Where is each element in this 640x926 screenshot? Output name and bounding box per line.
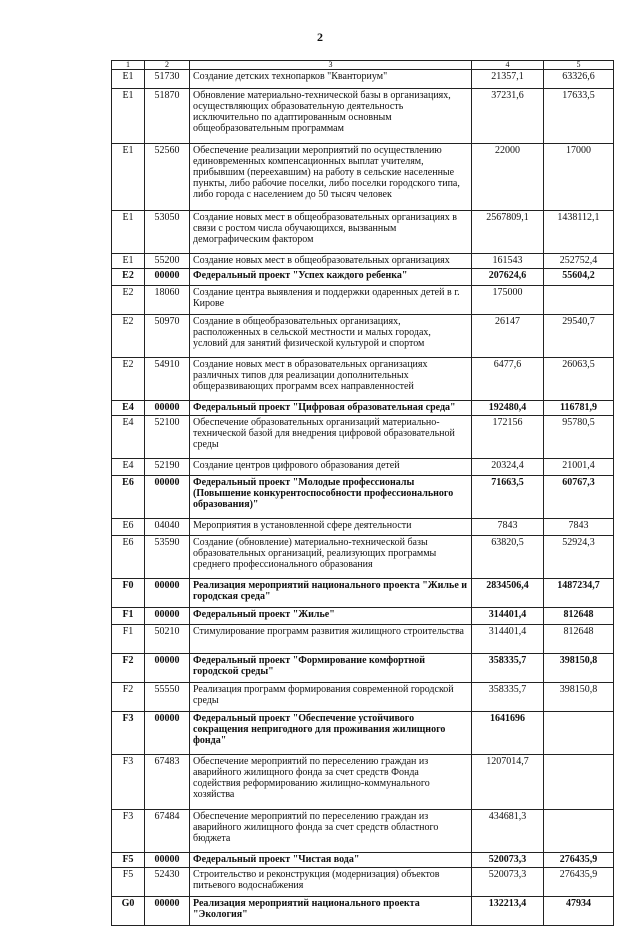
header-row: [112, 61, 614, 70]
amount-year-1: 21357,1: [472, 70, 544, 89]
amount-year-1: 132213,4: [472, 897, 544, 926]
amount-year-2: 812648: [544, 625, 614, 654]
amount-year-1: 314401,4: [472, 608, 544, 625]
item-description: Строительство и реконструкция (модернизация) объектов питьевого водоснабжения: [190, 868, 472, 897]
table-row: [112, 269, 614, 286]
table-row: [112, 868, 614, 897]
amount-year-1: 161543: [472, 254, 544, 269]
amount-year-2: [544, 755, 614, 810]
target-code: 00000: [145, 897, 190, 926]
section-code: E4: [112, 416, 145, 459]
amount-year-1: 2834506,4: [472, 579, 544, 608]
amount-year-2: 21001,4: [544, 459, 614, 476]
target-code: 18060: [145, 286, 190, 315]
amount-year-2: 7843: [544, 519, 614, 536]
section-code: F5: [112, 868, 145, 897]
table-row: [112, 286, 614, 315]
amount-year-1: 434681,3: [472, 810, 544, 853]
table-row: [112, 579, 614, 608]
item-description: Обеспечение образовательных организаций материально-технической базой для внедрения цифровой образовательной среды: [190, 416, 472, 459]
item-description: Федеральный проект "Цифровая образовательная среда": [190, 401, 472, 416]
table-row: [112, 70, 614, 89]
table-row: [112, 853, 614, 868]
table-row: [112, 211, 614, 254]
target-code: 52560: [145, 144, 190, 211]
item-description: Создание центра выявления и поддержки одаренных детей в г. Кирове: [190, 286, 472, 315]
item-description: Стимулирование программ развития жилищного строительства: [190, 625, 472, 654]
table-row: [112, 416, 614, 459]
target-code: 51730: [145, 70, 190, 89]
item-description: Федеральный проект "Обеспечение устойчивого сокращения непригодного для проживания жилищного фонда": [190, 712, 472, 755]
section-code: F3: [112, 712, 145, 755]
item-description: Обеспечение мероприятий по переселению граждан из аварийного жилищного фонда за счет средств Фонда содействия реформированию жилищно-коммунального хозяйства: [190, 755, 472, 810]
amount-year-1: 1641696: [472, 712, 544, 755]
amount-year-1: 26147: [472, 315, 544, 358]
amount-year-2: 17633,5: [544, 89, 614, 144]
table-row: [112, 144, 614, 211]
table-row: [112, 683, 614, 712]
amount-year-1: 358335,7: [472, 654, 544, 683]
item-description: Реализация мероприятий национального проекта "Жилье и городская среда": [190, 579, 472, 608]
section-code: E2: [112, 269, 145, 286]
amount-year-2: 47934: [544, 897, 614, 926]
amount-year-2: 116781,9: [544, 401, 614, 416]
amount-year-2: 55604,2: [544, 269, 614, 286]
amount-year-2: 812648: [544, 608, 614, 625]
amount-year-1: 192480,4: [472, 401, 544, 416]
table-row: [112, 654, 614, 683]
amount-year-2: 1438112,1: [544, 211, 614, 254]
section-code: E4: [112, 401, 145, 416]
amount-year-1: 63820,5: [472, 536, 544, 579]
item-description: Обеспечение мероприятий по переселению граждан из аварийного жилищного фонда за счет средств областного бюджета: [190, 810, 472, 853]
section-code: E6: [112, 476, 145, 519]
table-row: [112, 755, 614, 810]
amount-year-2: 276435,9: [544, 853, 614, 868]
amount-year-1: 71663,5: [472, 476, 544, 519]
section-code: E6: [112, 536, 145, 579]
amount-year-1: 20324,4: [472, 459, 544, 476]
amount-year-1: 358335,7: [472, 683, 544, 712]
item-description: Мероприятия в установленной сфере деятельности: [190, 519, 472, 536]
target-code: 00000: [145, 476, 190, 519]
item-description: Реализация программ формирования современной городской среды: [190, 683, 472, 712]
amount-year-2: 276435,9: [544, 868, 614, 897]
section-code: E1: [112, 211, 145, 254]
section-code: F1: [112, 625, 145, 654]
target-code: 52430: [145, 868, 190, 897]
section-code: E2: [112, 286, 145, 315]
amount-year-2: 63326,6: [544, 70, 614, 89]
amount-year-1: 520073,3: [472, 868, 544, 897]
target-code: 50210: [145, 625, 190, 654]
amount-year-2: [544, 286, 614, 315]
section-code: G0: [112, 897, 145, 926]
section-code: F3: [112, 810, 145, 853]
amount-year-1: 1207014,7: [472, 755, 544, 810]
amount-year-1: 175000: [472, 286, 544, 315]
table-row: [112, 401, 614, 416]
item-description: Федеральный проект "Молодые профессионалы (Повышение конкурентоспособности профессионального образования)": [190, 476, 472, 519]
item-description: Создание новых мест в общеобразовательных организациях в связи с ростом числа обучающихся, вызванным демографическим фактором: [190, 211, 472, 254]
amount-year-1: 7843: [472, 519, 544, 536]
item-description: Федеральный проект "Формирование комфортной городской среды": [190, 654, 472, 683]
target-code: 00000: [145, 269, 190, 286]
header-col-2: 2: [145, 61, 190, 70]
target-code: 54910: [145, 358, 190, 401]
amount-year-2: 26063,5: [544, 358, 614, 401]
header-col-5: 5: [544, 61, 614, 70]
target-code: 52100: [145, 416, 190, 459]
target-code: 50970: [145, 315, 190, 358]
target-code: 67484: [145, 810, 190, 853]
table-row: [112, 459, 614, 476]
section-code: F2: [112, 654, 145, 683]
table-row: [112, 712, 614, 755]
item-description: Создание (обновление) материально-технической базы образовательных организаций, реализующих программы среднего профессионального образования: [190, 536, 472, 579]
table-row: [112, 254, 614, 269]
amount-year-2: 29540,7: [544, 315, 614, 358]
table-row: [112, 519, 614, 536]
amount-year-1: 22000: [472, 144, 544, 211]
amount-year-1: 37231,6: [472, 89, 544, 144]
amount-year-2: [544, 810, 614, 853]
section-code: F0: [112, 579, 145, 608]
target-code: 04040: [145, 519, 190, 536]
amount-year-2: 252752,4: [544, 254, 614, 269]
section-code: E6: [112, 519, 145, 536]
amount-year-1: 520073,3: [472, 853, 544, 868]
page-number: 2: [317, 30, 323, 44]
amount-year-2: 60767,3: [544, 476, 614, 519]
section-code: F2: [112, 683, 145, 712]
item-description: Обеспечение реализации мероприятий по осуществлению единовременных компенсационных выплат учителям, прибывшим (переехавшим) на работу в сельские населенные пункты, либо рабочие поселки, либо поселки городского типа, либо города с населением до 50 тысяч человек: [190, 144, 472, 211]
target-code: 67483: [145, 755, 190, 810]
target-code: 53050: [145, 211, 190, 254]
section-code: E1: [112, 254, 145, 269]
target-code: 00000: [145, 579, 190, 608]
target-code: 00000: [145, 712, 190, 755]
item-description: Федеральный проект "Успех каждого ребенка": [190, 269, 472, 286]
item-description: Создание в общеобразовательных организациях, расположенных в сельской местности и малых городах, условий для занятий физической культурой и спортом: [190, 315, 472, 358]
table-row: [112, 608, 614, 625]
target-code: 55550: [145, 683, 190, 712]
target-code: 51870: [145, 89, 190, 144]
target-code: 52190: [145, 459, 190, 476]
table-row: [112, 476, 614, 519]
item-description: Создание детских технопарков "Кванториум": [190, 70, 472, 89]
table-row: [112, 810, 614, 853]
table-row: [112, 89, 614, 144]
target-code: 00000: [145, 401, 190, 416]
item-description: Федеральный проект "Чистая вода": [190, 853, 472, 868]
section-code: E2: [112, 358, 145, 401]
amount-year-2: 398150,8: [544, 654, 614, 683]
item-description: Реализация мероприятий национального проекта "Экология": [190, 897, 472, 926]
amount-year-1: 2567809,1: [472, 211, 544, 254]
amount-year-2: 398150,8: [544, 683, 614, 712]
section-code: E1: [112, 144, 145, 211]
section-code: E1: [112, 89, 145, 144]
budget-table: [111, 60, 614, 926]
section-code: E1: [112, 70, 145, 89]
amount-year-1: 6477,6: [472, 358, 544, 401]
table-row: [112, 315, 614, 358]
amount-year-1: 207624,6: [472, 269, 544, 286]
item-description: Обновление материально-технической базы в организациях, осуществляющих образовательную деятельность исключительно по адаптированным основным общеобразовательным программам: [190, 89, 472, 144]
amount-year-2: 95780,5: [544, 416, 614, 459]
item-description: Создание новых мест в образовательных организациях различных типов для реализации дополнительных общеразвивающих программ всех направленностей: [190, 358, 472, 401]
target-code: 53590: [145, 536, 190, 579]
table-row: [112, 358, 614, 401]
item-description: Создание новых мест в общеобразовательных организациях: [190, 254, 472, 269]
target-code: 55200: [145, 254, 190, 269]
target-code: 00000: [145, 853, 190, 868]
table-row: [112, 536, 614, 579]
item-description: Федеральный проект "Жилье": [190, 608, 472, 625]
item-description: Создание центров цифрового образования детей: [190, 459, 472, 476]
amount-year-2: 52924,3: [544, 536, 614, 579]
target-code: 00000: [145, 608, 190, 625]
amount-year-1: 172156: [472, 416, 544, 459]
section-code: F3: [112, 755, 145, 810]
target-code: 00000: [145, 654, 190, 683]
section-code: F5: [112, 853, 145, 868]
section-code: F1: [112, 608, 145, 625]
section-code: E4: [112, 459, 145, 476]
header-col-4: 4: [472, 61, 544, 70]
amount-year-2: 17000: [544, 144, 614, 211]
amount-year-2: [544, 712, 614, 755]
section-code: E2: [112, 315, 145, 358]
table-row: [112, 897, 614, 926]
amount-year-1: 314401,4: [472, 625, 544, 654]
header-col-1: 1: [112, 61, 145, 70]
header-col-3: 3: [190, 61, 472, 70]
amount-year-2: 1487234,7: [544, 579, 614, 608]
table-row: [112, 625, 614, 654]
